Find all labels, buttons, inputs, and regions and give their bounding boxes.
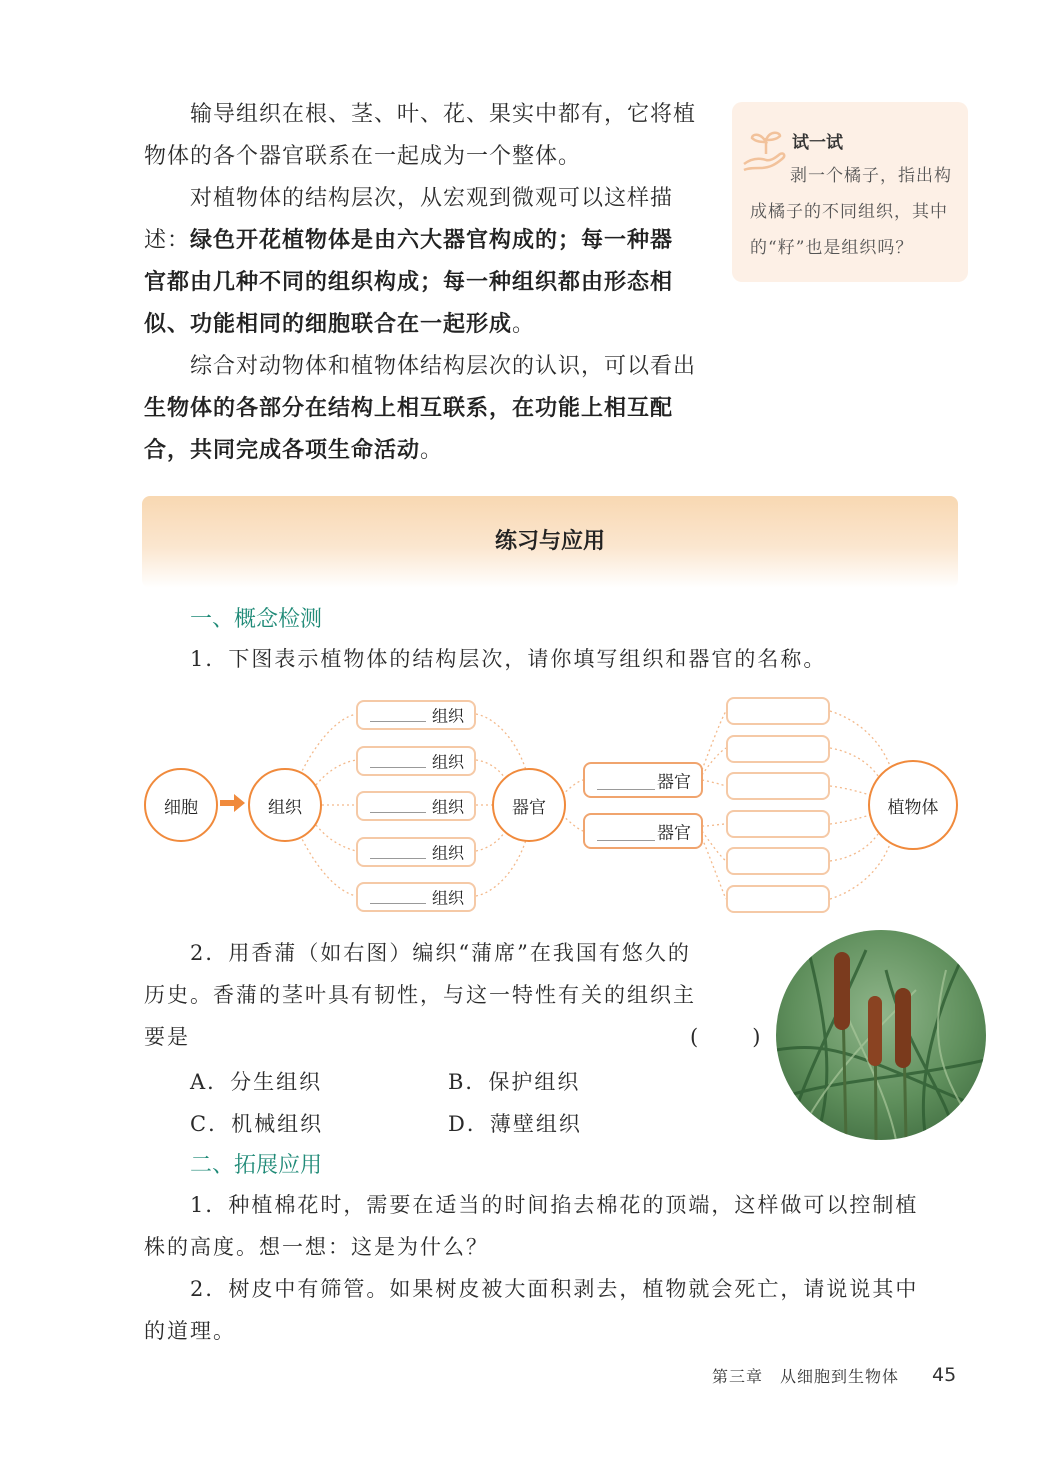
option-b[interactable]: B．保护组织 [448, 1070, 581, 1094]
chapter-footer: 第三章 从细胞到生物体 [712, 1367, 900, 1386]
page-number: 45 [932, 1364, 957, 1386]
section-extended-application: 二、拓展应用 [190, 1153, 323, 1178]
answer-paren[interactable]: ( ) [690, 1025, 763, 1049]
organ-name-box-1[interactable] [726, 697, 830, 725]
tissue-blank-4[interactable]: 组织 [356, 837, 476, 867]
tissue-blank-2[interactable]: 组织 [356, 746, 476, 776]
exercise-header-title: 练习与应用 [494, 529, 605, 554]
option-d[interactable]: D．薄壁组织 [448, 1112, 582, 1136]
try-it-box [732, 102, 968, 282]
tissue-blank-3[interactable]: 组织 [356, 791, 476, 821]
plant-circle: 植物体 [868, 760, 958, 850]
cattail-photo [776, 930, 986, 1140]
paragraph-conducting-tissue: 输导组织在根、茎、叶、花、果实中都有，它将植物体的各个器官联系在一起成为一个整体。 [144, 102, 697, 169]
try-it-title: 试一试 [792, 133, 843, 153]
cell-circle: 细胞 [144, 768, 218, 842]
paragraph-structure-levels: 对植物体的结构层次，从宏观到微观可以这样描述：绿色开花植物体是由六大器官构成的；每一种器官都由几种不同的组织构成；每一种组织都由形态相似、功能相同的细胞联合在一起形成。 [144, 186, 674, 337]
organ-blank-1[interactable]: 器官 [583, 762, 703, 798]
extension-2-line-2: 的道理。 [144, 1319, 236, 1343]
try-it-text: 剥一个橘子，指出构成橘子的不同组织，其中的“籽”也是组织吗？ [750, 166, 952, 258]
organ-name-box-2[interactable] [726, 735, 830, 763]
organ-circle: 器官 [492, 768, 566, 842]
tissue-blank-1[interactable]: 组织 [356, 700, 476, 730]
arrow-right-icon [220, 793, 246, 813]
exercise-header [142, 496, 958, 588]
option-c[interactable]: C．机械组织 [190, 1112, 324, 1136]
organ-name-box-6[interactable] [726, 885, 830, 913]
question-1: 1．下图表示植物体的结构层次，请你填写组织和器官的名称。 [190, 647, 827, 671]
organ-name-box-4[interactable] [726, 810, 830, 838]
organ-name-box-5[interactable] [726, 847, 830, 875]
extension-1-line-2: 株的高度。想一想：这是为什么？ [144, 1235, 489, 1259]
option-a[interactable]: A．分生组织 [190, 1070, 323, 1094]
tissue-blank-5[interactable]: 组织 [356, 882, 476, 912]
extension-2-line-1: 2．树皮中有筛管。如果树皮被大面积剥去，植物就会死亡，请说说其中 [190, 1277, 919, 1301]
paragraph-summary: 综合对动物体和植物体结构层次的认识，可以看出生物体的各部分在结构上相互联系，在功能上相互配合，共同完成各项生命活动。 [144, 354, 697, 463]
tissue-circle: 组织 [248, 768, 322, 842]
section-concept-check: 一、概念检测 [190, 607, 323, 632]
question-2-line-1: 2．用香蒲（如右图）编织“蒲席”在我国有悠久的 [190, 941, 691, 965]
question-2-line-2: 历史。香蒲的茎叶具有韧性，与这一特性有关的组织主 [144, 983, 696, 1007]
organ-name-box-3[interactable] [726, 772, 830, 800]
question-2-line-3: 要是 [144, 1025, 190, 1049]
organ-blank-2[interactable]: 器官 [583, 813, 703, 849]
extension-1-line-1: 1．种植棉花时，需要在适当的时间掐去棉花的顶端，这样做可以控制植 [190, 1193, 919, 1217]
